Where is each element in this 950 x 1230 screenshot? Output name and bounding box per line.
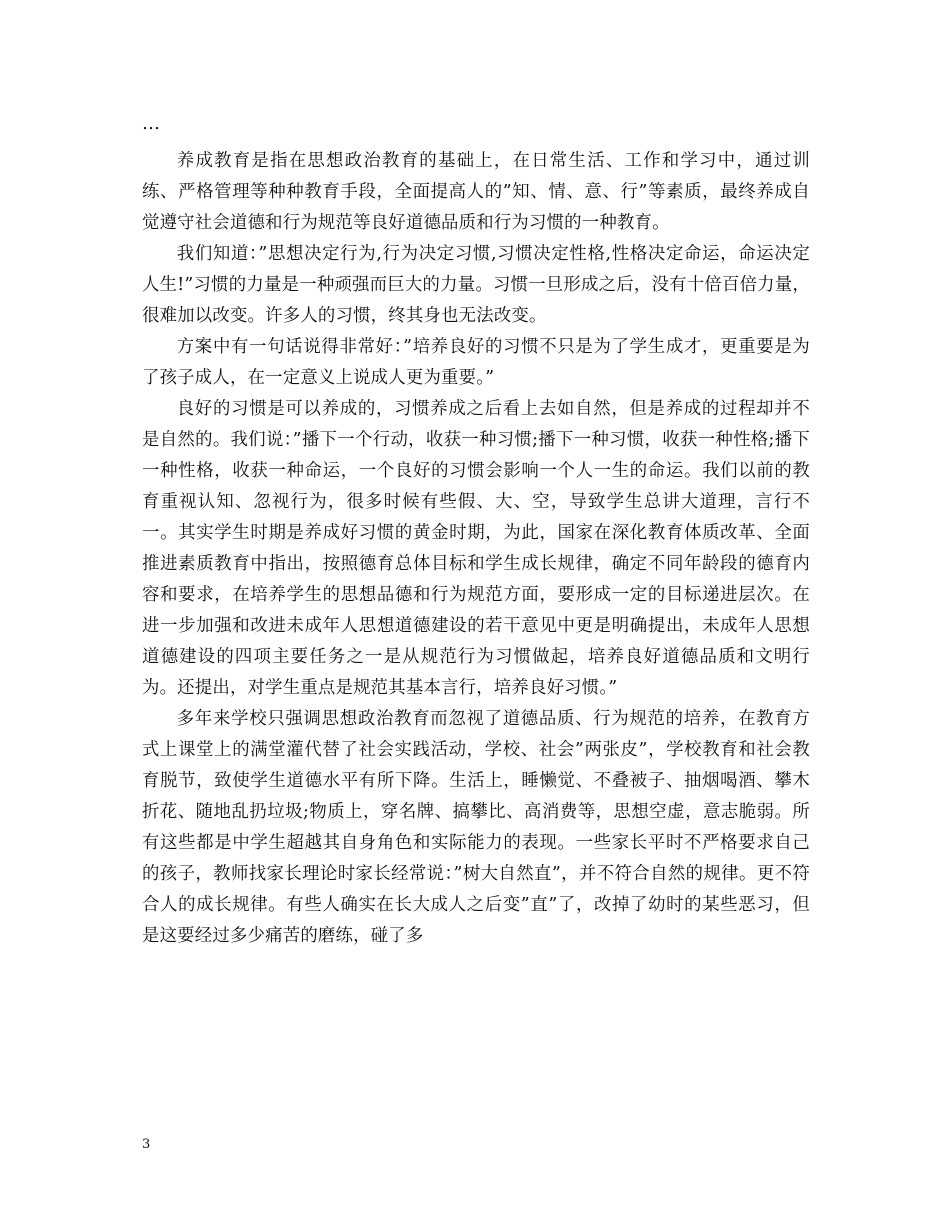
leading-ellipsis: … <box>142 113 161 134</box>
paragraph-3: 方案中有一句话说得非常好：”培养良好的习惯不只是为了学生成才，更重要是为了孩子成人，在一定意义上说成人更为重要。” <box>142 337 810 388</box>
paragraph-1: 养成教育是指在思想政治教育的基础上，在日常生活、工作和学习中，通过训练、严格管理等种种教育手段，全面提高人的”知、情、意、行”等素质，最终养成自觉遵守社会道德和行为规范等良好道德品质和行为习惯的一种教育。 <box>142 151 810 233</box>
paragraph-5: 多年来学校只强调思想政治教育而忽视了道德品质、行为规范的培养，在教育方式上课堂上的满堂灌代替了社会实践活动，学校、社会”两张皮”，学校教育和社会教育脱节，致使学生道德水平有所下降。生活上，睡懒觉、不叠被子、抽烟喝酒、攀木折花、随地乱扔垃圾;物质上，穿名牌、搞攀比、高消费等，思想空虚，意志脆弱。所有这些都是中学生超越其自身角色和实际能力的表现。一些家长平时不严格要求自己的孩子，教师找家长理论时家长经常说：”树大自然直”，并不符合自然的规律。更不符合人的成长规律。有些人确实在长大成人之后变”直”了，改掉了幼时的某些恶习，但是这要经过多少痛苦的磨练，碰了多 <box>142 709 810 946</box>
document-body <box>142 112 810 952</box>
page-number: 3 <box>142 1137 151 1152</box>
paragraph-2: 我们知道：”思想决定行为,行为决定习惯,习惯决定性格,性格决定命运，命运决定人生!”习惯的力量是一种顽强而巨大的力量。习惯一旦形成之后，没有十倍百倍力量，很难加以改变。许多人的习惯，终其身也无法改变。 <box>142 244 810 326</box>
paragraph-4: 良好的习惯是可以养成的，习惯养成之后看上去如自然，但是养成的过程却并不是自然的。我们说：”播下一个行动，收获一种习惯;播下一种习惯，收获一种性格;播下一种性格，收获一种命运，一个良好的习惯会影响一个人一生的命运。我们以前的教育重视认知、忽视行为，很多时候有些假、大、空，导致学生总讲大道理，言行不一。其实学生时期是养成好习惯的黄金时期，为此，国家在深化教育体质改革、全面推进素质教育中指出，按照德育总体目标和学生成长规律，确定不同年龄段的德育内容和要求，在培养学生的思想品德和行为规范方面，要形成一定的目标递进层次。在进一步加强和改进未成年人思想道德建设的若干意见中更是明确提出，未成年人思想道德建设的四项主要任务之一是从规范行为习惯做起，培养良好道德品质和文明行为。还提出，对学生重点是规范其基本言行，培养良好习惯。” <box>142 399 810 698</box>
